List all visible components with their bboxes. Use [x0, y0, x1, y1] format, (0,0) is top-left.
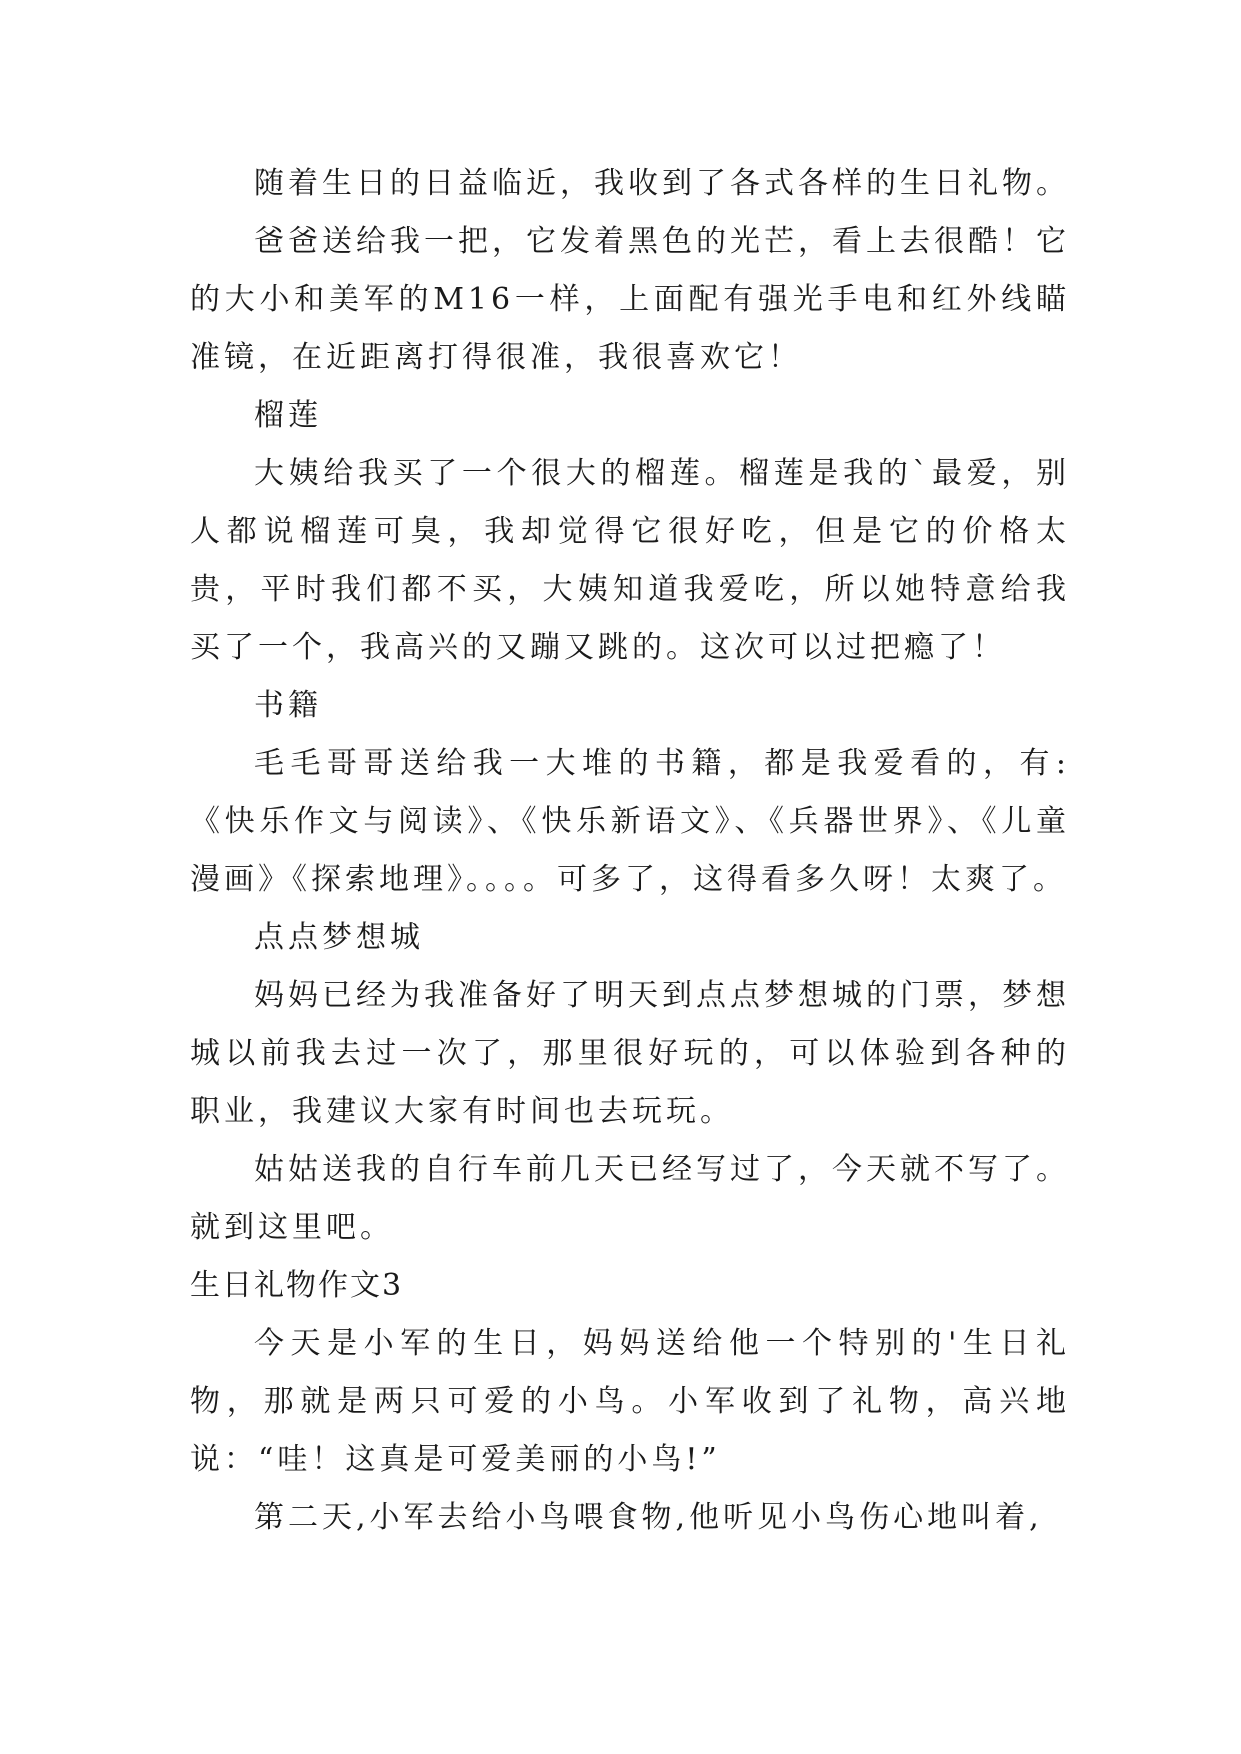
subheading-durian: 榴莲 [254, 398, 322, 433]
paragraph-books: 毛毛哥哥送给我一大堆的书籍，都是我爱看的，有:《快乐作文与阅读》、《快乐新语文》、《兵器世界》、《儿童漫画》《探索地理》。。。。可多了，这得看多久呀！太爽了。 [190, 746, 1070, 897]
paragraph-durian: 大姨给我买了一个很大的榴莲。榴莲是我的`最爱，别人都说榴莲可臭，我却觉得它很好吃，但是它的价格太贵，平时我们都不买，大姨知道我爱吃，所以她特意给我买了一个，我高兴的又蹦又跳的。这次可以过把瘾了！ [190, 456, 1070, 665]
paragraph-dad-gift: 爸爸送给我一把，它发着黑色的光芒，看上去很酷！它的大小和美军的M16一样，上面配有强光手电和红外线瞄准镜，在近距离打得很准，我很喜欢它！ [190, 224, 1070, 375]
paragraph-intro: 随着生日的日益临近，我收到了各式各样的生日礼物。 [254, 166, 1070, 201]
document-body [190, 155, 1070, 1547]
essay-title-3: 生日礼物作文3 [190, 1268, 404, 1303]
paragraph-birds: 今天是小军的生日，妈妈送给他一个特别的'生日礼物，那就是两只可爱的小鸟。小军收到了礼物，高兴地说：“哇！这真是可爱美丽的小鸟!” [190, 1326, 1070, 1477]
paragraph-next-day: 第二天,小军去给小鸟喂食物,他听见小鸟伤心地叫着, [254, 1500, 1043, 1535]
subheading-books: 书籍 [254, 688, 322, 723]
paragraph-bicycle: 姑姑送我的自行车前几天已经写过了，今天就不写了。就到这里吧。 [190, 1152, 1070, 1245]
subheading-dream-city: 点点梦想城 [254, 920, 424, 955]
paragraph-dream-city: 妈妈已经为我准备好了明天到点点梦想城的门票，梦想城以前我去过一次了，那里很好玩的，可以体验到各种的职业，我建议大家有时间也去玩玩。 [190, 978, 1070, 1129]
